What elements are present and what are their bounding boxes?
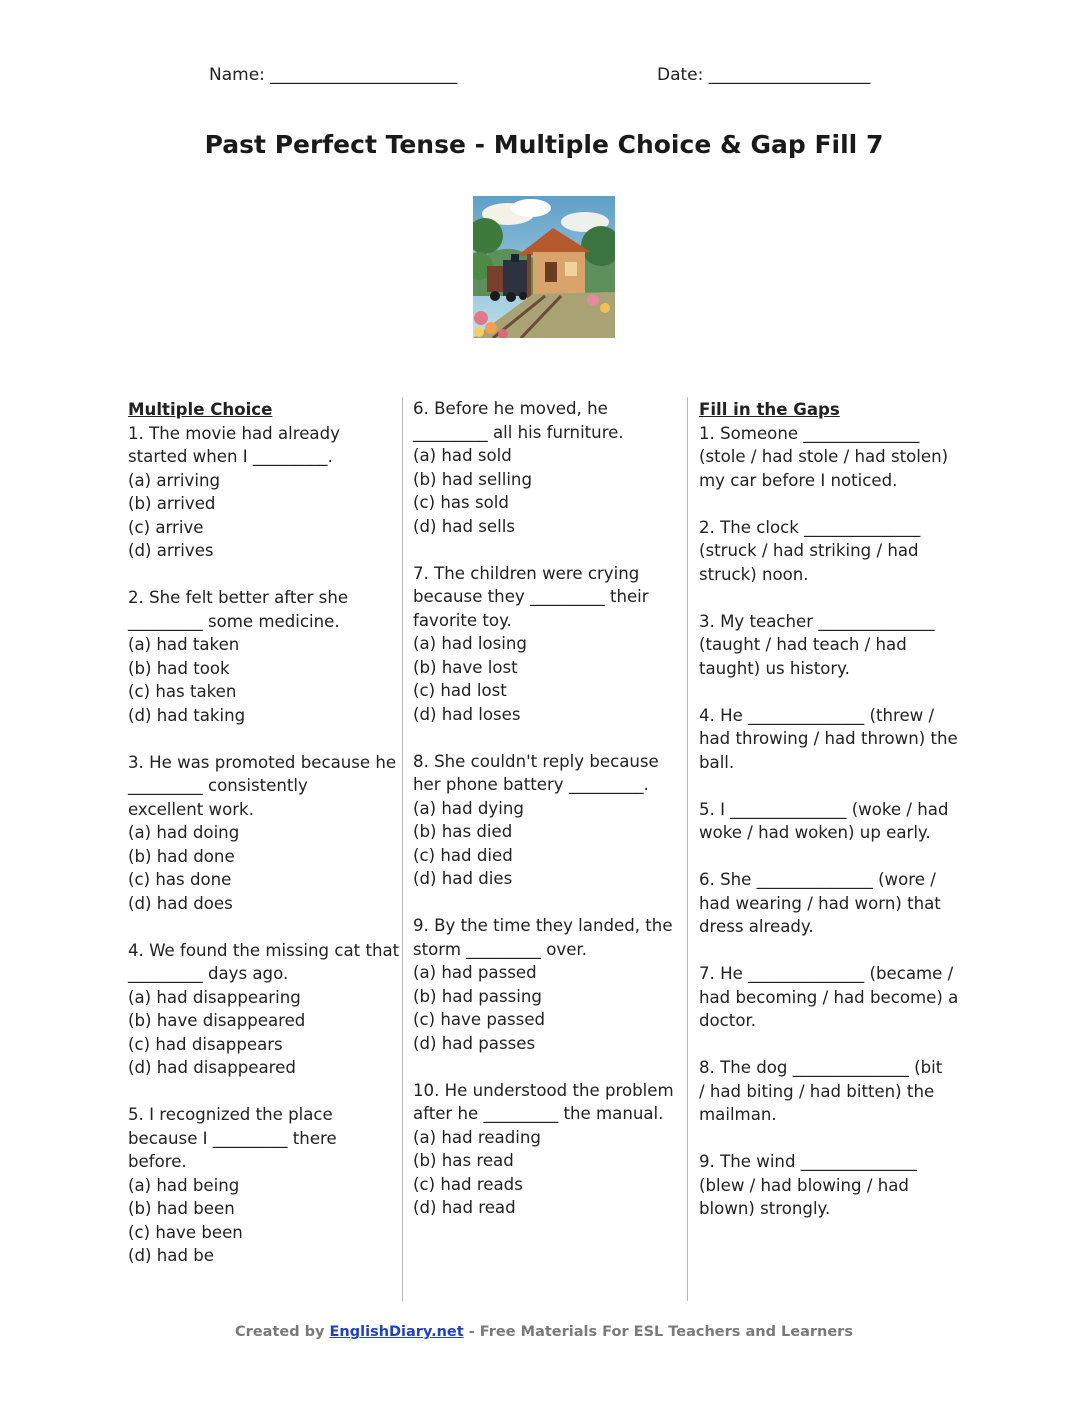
gap-line: (stole / had stole / had stolen) <box>699 447 949 466</box>
gap-line: 3. My teacher ______________ <box>699 611 935 631</box>
gap-line: woke / had woken) up early. <box>699 823 931 842</box>
answer-option: (a) had taken <box>128 635 240 654</box>
gap-item <box>699 422 961 493</box>
gap-item <box>699 868 961 939</box>
gap-item <box>699 704 961 775</box>
section-heading-fill-gaps: Fill in the Gaps <box>699 400 840 419</box>
gap-line: 7. He ______________ (became / <box>699 964 954 983</box>
answer-option: (a) had losing <box>413 634 527 653</box>
gap-line: 5. I ______________ (woke / had <box>699 799 949 819</box>
question-block <box>413 1079 675 1220</box>
column-divider <box>402 397 403 1301</box>
answer-option: (c) has taken <box>128 682 237 701</box>
question-line: 6. Before he moved, he <box>413 399 608 418</box>
answer-option: (b) had been <box>128 1199 235 1218</box>
answer-option: (d) had sells <box>413 516 515 536</box>
column-divider <box>687 397 688 1301</box>
gap-line: 6. She ______________ (wore / <box>699 870 936 889</box>
answer-option: (b) has read <box>413 1151 514 1170</box>
gap-item <box>699 1150 961 1221</box>
answer-option: (c) had disappears <box>128 1034 283 1054</box>
englishdiary-link[interactable]: EnglishDiary.net <box>329 1324 464 1340</box>
question-line: 2. She felt better after she <box>128 588 349 607</box>
answer-option: (c) had reads <box>413 1174 523 1194</box>
question-line: her phone battery _________. <box>413 775 649 794</box>
answer-option: (c) has done <box>128 870 232 889</box>
answer-option: (a) arriving <box>128 470 221 490</box>
question-line: favorite toy. <box>413 610 512 630</box>
question-line: _________ some medicine. <box>128 611 340 631</box>
answer-option: (b) had passing <box>413 986 542 1006</box>
multiple-choice-column-2 <box>413 397 675 1220</box>
fill-in-gaps-column <box>699 398 961 1221</box>
answer-option: (a) had sold <box>413 446 512 465</box>
gap-line: had becoming / had become) a <box>699 987 959 1007</box>
gap-line: ball. <box>699 752 735 772</box>
question-block <box>413 562 675 727</box>
question-block <box>413 750 675 891</box>
question-line: 5. I recognized the place <box>128 1105 333 1124</box>
question-line: 8. She couldn't reply because <box>413 751 659 771</box>
question-block <box>128 1103 390 1268</box>
question-line: 10. He understood the problem <box>413 1080 674 1100</box>
answer-option: (c) has sold <box>413 493 509 512</box>
answer-option: (b) had done <box>128 846 235 866</box>
gap-line: (struck / had striking / had <box>699 541 919 560</box>
answer-option: (a) had reading <box>413 1127 541 1147</box>
name-field-label: Name: ______________________ <box>209 65 458 85</box>
date-field-label: Date: ___________________ <box>657 65 871 85</box>
answer-option: (a) had disappearing <box>128 987 301 1007</box>
footer-credit <box>0 1322 1088 1342</box>
gap-line: dress already. <box>699 917 814 936</box>
gap-line: (taught / had teach / had <box>699 635 907 654</box>
answer-option: (c) had lost <box>413 681 507 700</box>
question-block <box>128 751 397 916</box>
gap-item <box>699 610 961 681</box>
question-line: 7. The children were crying <box>413 563 640 583</box>
question-line: _________ days ago. <box>128 964 289 983</box>
question-block <box>413 914 675 1055</box>
question-line: 9. By the time they landed, the <box>413 916 673 935</box>
question-block <box>128 422 390 563</box>
gap-line: had throwing / had thrown) the <box>699 729 958 748</box>
answer-option: (d) had passes <box>413 1033 536 1053</box>
question-line: because I _________ there <box>128 1128 337 1148</box>
answer-option: (c) had died <box>413 845 513 865</box>
gap-line: had wearing / had worn) that <box>699 893 941 913</box>
gap-item <box>699 1056 961 1127</box>
answer-option: (c) have been <box>128 1222 243 1242</box>
multiple-choice-column-1 <box>128 398 400 1268</box>
question-line: before. <box>128 1152 187 1171</box>
answer-option: (d) had be <box>128 1246 214 1265</box>
answer-option: (d) had dies <box>413 869 513 888</box>
gap-line: mailman. <box>699 1105 777 1124</box>
answer-option: (b) have lost <box>413 657 518 677</box>
section-heading-multiple-choice: Multiple Choice <box>128 400 273 419</box>
gap-item <box>699 798 961 845</box>
gap-item <box>699 516 961 587</box>
gap-line: 9. The wind ______________ <box>699 1152 917 1171</box>
gap-line: 4. He ______________ (threw / <box>699 705 935 725</box>
answer-option: (d) had disappeared <box>128 1058 296 1077</box>
answer-option: (d) arrives <box>128 541 214 560</box>
footer-prefix: Created by <box>235 1324 330 1340</box>
question-line: excellent work. <box>128 799 254 819</box>
gap-item <box>699 962 961 1033</box>
train-station-illustration <box>473 196 615 338</box>
gap-line: taught) us history. <box>699 658 850 678</box>
question-line: after he _________ the manual. <box>413 1104 664 1123</box>
gap-line: 2. The clock ______________ <box>699 517 921 537</box>
question-block <box>413 397 675 538</box>
answer-option: (c) arrive <box>128 517 204 537</box>
answer-option: (a) had dying <box>413 798 524 818</box>
question-line: storm _________ over. <box>413 939 587 959</box>
question-line: 3. He was promoted because he <box>128 752 397 772</box>
answer-option: (b) have disappeared <box>128 1011 306 1030</box>
question-line: _________ all his furniture. <box>413 422 624 442</box>
answer-option: (d) had loses <box>413 704 521 724</box>
answer-option: (d) had does <box>128 893 233 913</box>
question-block <box>128 586 390 727</box>
answer-option: (b) had took <box>128 658 230 678</box>
answer-option: (c) have passed <box>413 1010 546 1029</box>
answer-option: (b) has died <box>413 822 513 841</box>
gap-line: doctor. <box>699 1011 757 1030</box>
answer-option: (b) had selling <box>413 469 532 489</box>
answer-option: (d) had taking <box>128 705 246 725</box>
question-line: _________ consistently <box>128 776 308 795</box>
question-line: because they _________ their <box>413 587 649 606</box>
gap-line: my car before I noticed. <box>699 470 898 490</box>
gap-line: / had biting / had bitten) the <box>699 1081 935 1101</box>
question-line: started when I _________. <box>128 447 333 466</box>
page-title: Past Perfect Tense - Multiple Choice & Gap Fill 7 <box>204 130 884 159</box>
gap-line: 8. The dog ______________ (bit <box>699 1058 943 1077</box>
answer-option: (a) had being <box>128 1175 240 1195</box>
answer-option: (a) had doing <box>128 823 240 842</box>
question-block <box>128 939 400 1080</box>
answer-option: (a) had passed <box>413 963 537 982</box>
footer-suffix: - Free Materials For ESL Teachers and Learners <box>463 1324 853 1340</box>
answer-option: (b) arrived <box>128 494 216 513</box>
question-line: 4. We found the missing cat that <box>128 940 400 960</box>
gap-line: 1. Someone ______________ <box>699 423 920 443</box>
gap-line: blown) strongly. <box>699 1199 831 1218</box>
gap-line: (blew / had blowing / had <box>699 1175 909 1195</box>
gap-line: struck) noon. <box>699 564 809 584</box>
question-line: 1. The movie had already <box>128 423 340 443</box>
answer-option: (d) had read <box>413 1198 516 1217</box>
